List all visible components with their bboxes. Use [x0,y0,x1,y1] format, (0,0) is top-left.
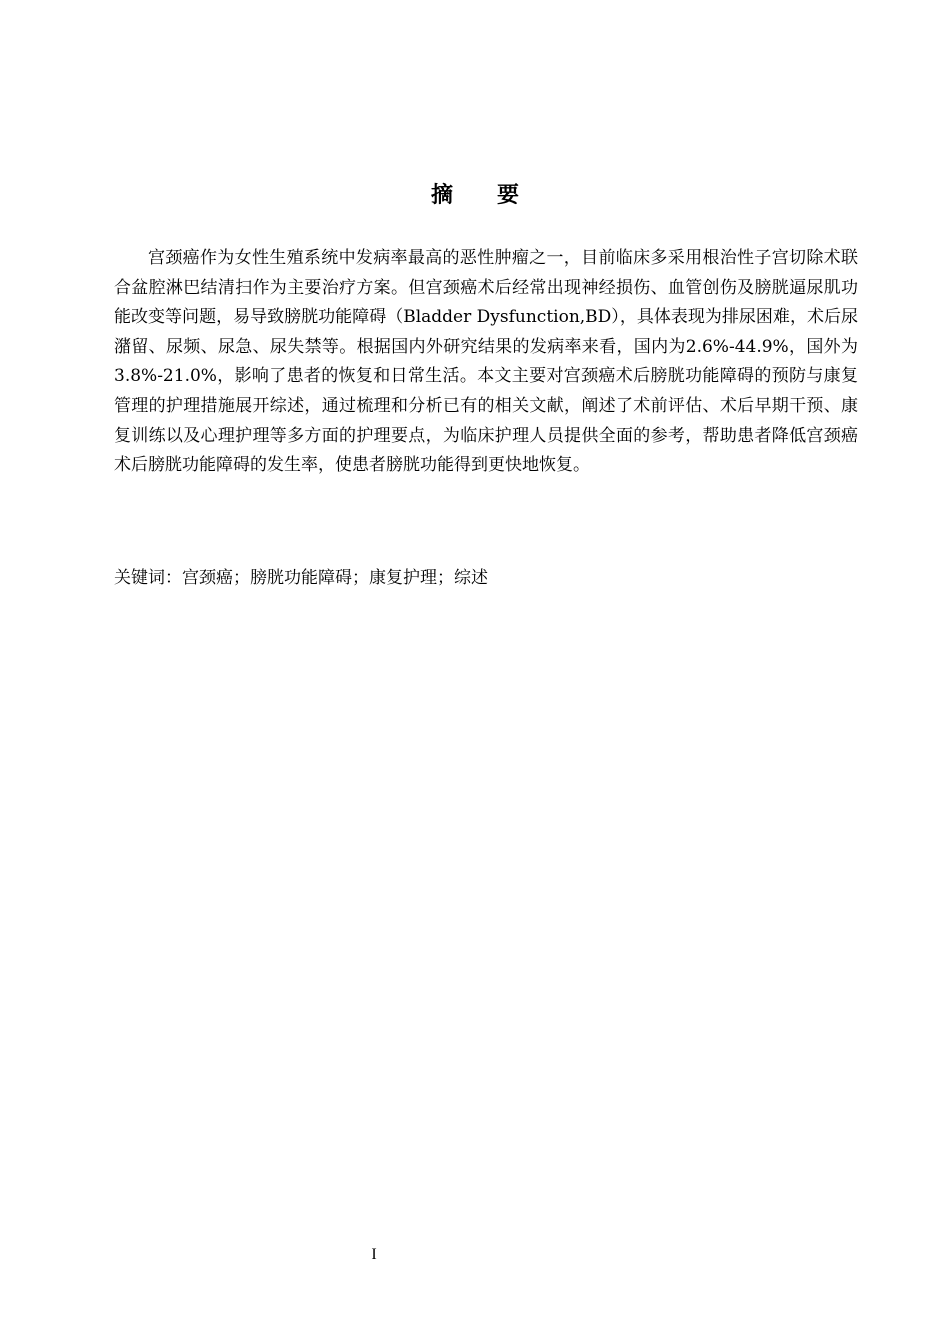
abstract-body: 宫颈癌作为女性生殖系统中发病率最高的恶性肿瘤之一，目前临床多采用根治性子宫切除术联合盆腔淋巴结清扫作为主要治疗方案。但宫颈癌术后经常出现神经损伤、血管创伤及膀胱逼尿肌功能改变等问题，易导致膀胱功能障碍（Bladder Dysfunction,BD），具体表现为排尿困难，术后尿潴留、尿频、尿急、尿失禁等。根据国内外研究结果的发病率来看，国内为2.6%-44.9%，国外为3.8%-21.0%，影响了患者的恢复和日常生活。本文主要对宫颈癌术后膀胱功能障碍的预防与康复管理的护理措施展开综述，通过梳理和分析已有的相关文献，阐述了术前评估、术后早期干预、康复训练以及心理护理等多方面的护理要点，为临床护理人员提供全面的参考，帮助患者降低宫颈癌术后膀胱功能障碍的发生率，使患者膀胱功能得到更快地恢复。 [114,248,858,476]
abstract-title-char-2: 要 [497,183,520,208]
keywords-list: 宫颈癌；膀胱功能障碍；康复护理；综述 [182,568,488,588]
keywords-line [114,564,858,592]
abstract-title [0,178,950,209]
keywords-label: 关键词： [114,568,182,588]
abstract-title-char-1: 摘 [430,183,453,208]
page-number: I [371,1246,377,1263]
